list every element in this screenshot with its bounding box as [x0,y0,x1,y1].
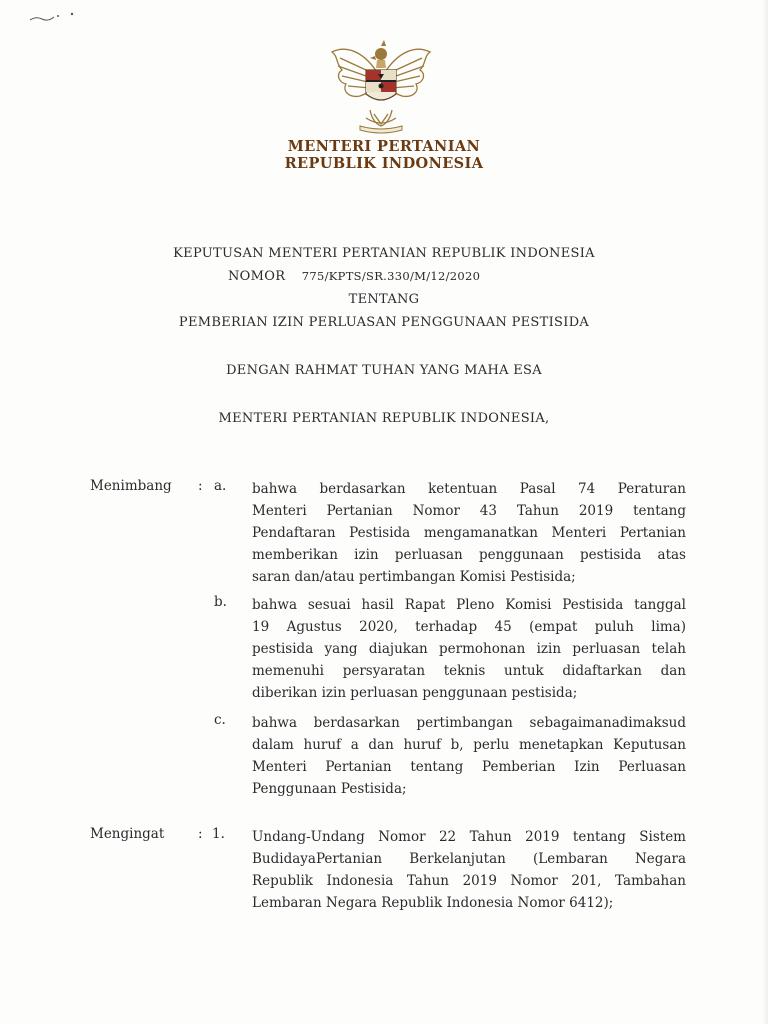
menimbang-colon: : [198,478,203,494]
text-line: memberikan izin perluasan penggunaan pestisida atas [252,547,686,563]
text-line: dalam huruf a dan huruf b, perlu menetapkan Keputusan [252,737,686,753]
text-line: Penggunaan Pestisida; [252,781,407,797]
text-line: bahwa sesuai hasil Rapat Pleno Komisi Pestisida tanggal [252,597,686,613]
item-marker-c: c. [214,712,226,728]
invocation: DENGAN RAHMAT TUHAN YANG MAHA ESA [226,363,542,378]
text-line: 19 Agustus 2020, terhadap 45 (empat puluh lima) [252,619,686,635]
text-line: saran dan/atau pertimbangan Komisi Pestisida; [252,569,576,585]
text-line: Lembaran Negara Republik Indonesia Nomor 6412); [252,895,614,911]
item-marker-b: b. [214,594,227,610]
decree-title: KEPUTUSAN MENTERI PERTANIAN REPUBLIK INDONESIA [173,246,595,261]
text-line: memenuhi persyaratan teknis untuk didaftarkan dan [252,663,686,679]
tentang-heading: TENTANG [348,292,420,307]
menimbang-item-c [252,712,686,800]
garuda-pancasila-emblem-icon [326,34,436,136]
decree-number-label: NOMOR [228,269,286,284]
text-line: bahwa berdasarkan pertimbangan sebagaimanadimaksud [252,715,686,731]
text-line: BudidayaPertanian Berkelanjutan (Lembaran Negara [252,851,686,867]
mengingat-item-1 [252,826,686,914]
country-name: REPUBLIK INDONESIA [284,155,484,172]
text-line: pestisida yang diajukan permohonan izin perluasan telah [252,641,686,657]
text-line: Menteri Pertanian tentang Pemberian Izin Perluasan [252,759,686,775]
mengingat-label: Mengingat [90,826,165,842]
menimbang-item-b [252,594,686,704]
text-line: Undang-Undang Nomor 22 Tahun 2019 tentang Sistem [252,829,686,845]
scan-mark [28,10,78,24]
decree-number-value: 775/KPTS/SR.330/M/12/2020 [301,269,481,283]
decree-subject: PEMBERIAN IZIN PERLUASAN PENGGUNAAN PESTISIDA [178,315,590,330]
text-line: Menteri Pertanian Nomor 43 Tahun 2019 tentang [252,503,686,519]
mengingat-colon: : [198,826,203,842]
text-line: diberikan izin perluasan penggunaan pestisida; [252,685,578,701]
minister-line: MENTERI PERTANIAN REPUBLIK INDONESIA, [218,411,550,426]
ministry-name: MENTERI PERTANIAN [287,138,481,155]
text-line: Republik Indonesia Tahun 2019 Nomor 201, Tambahan [252,873,686,889]
text-line: bahwa berdasarkan ketentuan Pasal 74 Peraturan [252,481,686,497]
menimbang-label: Menimbang [90,478,172,494]
menimbang-item-a [252,478,686,588]
item-marker-a: a. [214,478,227,494]
decree-number [228,269,480,284]
item-marker-1: 1. [212,826,225,842]
text-line: Pendaftaran Pestisida mengamanatkan Menteri Pertanian [252,525,686,541]
